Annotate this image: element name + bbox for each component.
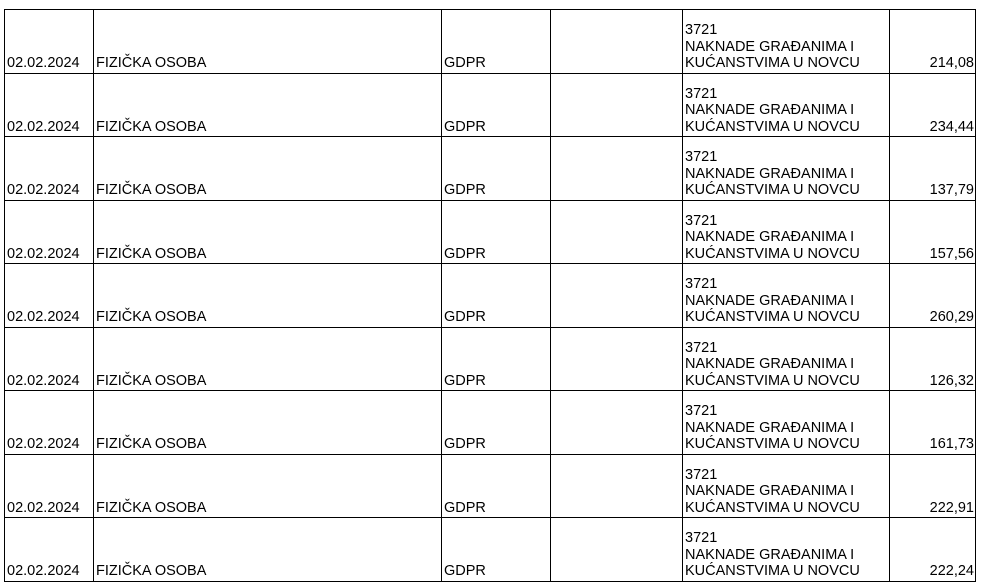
date-cell: 02.02.2024 — [5, 454, 94, 518]
location-cell: GDPR — [442, 391, 551, 455]
payee-cell: FIZIČKA OSOBA — [94, 137, 442, 201]
account-cell — [683, 264, 890, 328]
table-row — [5, 454, 976, 518]
extra-cell — [551, 391, 683, 455]
extra-cell — [551, 264, 683, 328]
account-cell — [683, 327, 890, 391]
account-cell — [683, 200, 890, 264]
account-line2: KUĆANSTVIMA U NOVCU — [685, 309, 860, 325]
location-cell: GDPR — [442, 200, 551, 264]
table-row — [5, 10, 976, 74]
account-code: 3721 — [685, 530, 718, 546]
table-row — [5, 200, 976, 264]
account-line2: KUĆANSTVIMA U NOVCU — [685, 118, 860, 135]
location-cell: GDPR — [442, 73, 551, 137]
account-code: 3721 — [685, 212, 718, 229]
table-row — [5, 264, 976, 328]
amount-cell: 126,32 — [890, 327, 976, 391]
table-row — [5, 518, 976, 582]
date-cell: 02.02.2024 — [5, 137, 94, 201]
payee-cell: FIZIČKA OSOBA — [94, 391, 442, 455]
account-cell — [683, 518, 890, 582]
account-line1: NAKNADE GRAĐANIMA I — [685, 38, 855, 55]
account-line1: NAKNADE GRAĐANIMA I — [685, 356, 855, 372]
amount-cell: 137,79 — [890, 137, 976, 201]
account-line1: NAKNADE GRAĐANIMA I — [685, 229, 855, 245]
extra-cell — [551, 327, 683, 391]
account-line1: NAKNADE GRAĐANIMA I — [685, 102, 855, 118]
account-cell — [683, 137, 890, 201]
location-cell: GDPR — [442, 137, 551, 201]
table-row — [5, 73, 976, 137]
extra-cell — [551, 73, 683, 137]
payee-cell: FIZIČKA OSOBA — [94, 327, 442, 391]
location-cell: GDPR — [442, 454, 551, 518]
date-cell: 02.02.2024 — [5, 73, 94, 137]
account-code: 3721 — [685, 466, 718, 483]
date-cell: 02.02.2024 — [5, 264, 94, 328]
account-line1: NAKNADE GRAĐANIMA I — [685, 483, 855, 499]
account-line2: KUĆANSTVIMA U NOVCU — [685, 372, 860, 389]
table-row — [5, 137, 976, 201]
table-row — [5, 327, 976, 391]
account-code: 3721 — [685, 339, 718, 356]
amount-cell: 161,73 — [890, 391, 976, 455]
account-cell — [683, 391, 890, 455]
amount-cell: 222,24 — [890, 518, 976, 582]
account-cell — [683, 10, 890, 74]
account-code: 3721 — [685, 149, 718, 165]
account-line2: KUĆANSTVIMA U NOVCU — [685, 182, 860, 198]
account-line1: NAKNADE GRAĐANIMA I — [685, 546, 855, 563]
date-cell: 02.02.2024 — [5, 10, 94, 74]
location-cell: GDPR — [442, 518, 551, 582]
extra-cell — [551, 200, 683, 264]
account-code: 3721 — [685, 22, 718, 38]
table-row — [5, 391, 976, 455]
payments-table-body — [5, 10, 976, 582]
account-line2: KUĆANSTVIMA U NOVCU — [685, 436, 860, 452]
payee-cell: FIZIČKA OSOBA — [94, 10, 442, 74]
location-cell: GDPR — [442, 327, 551, 391]
date-cell: 02.02.2024 — [5, 327, 94, 391]
extra-cell — [551, 454, 683, 518]
account-line2: KUĆANSTVIMA U NOVCU — [685, 563, 860, 579]
account-line2: KUĆANSTVIMA U NOVCU — [685, 245, 860, 262]
account-cell — [683, 73, 890, 137]
amount-cell: 222,91 — [890, 454, 976, 518]
payee-cell: FIZIČKA OSOBA — [94, 454, 442, 518]
date-cell: 02.02.2024 — [5, 518, 94, 582]
amount-cell: 157,56 — [890, 200, 976, 264]
account-line1: NAKNADE GRAĐANIMA I — [685, 292, 855, 309]
payee-cell: FIZIČKA OSOBA — [94, 518, 442, 582]
account-code: 3721 — [685, 85, 718, 102]
account-line1: NAKNADE GRAĐANIMA I — [685, 419, 855, 436]
extra-cell — [551, 137, 683, 201]
date-cell: 02.02.2024 — [5, 391, 94, 455]
payee-cell: FIZIČKA OSOBA — [94, 264, 442, 328]
amount-cell: 214,08 — [890, 10, 976, 74]
amount-cell: 260,29 — [890, 264, 976, 328]
payee-cell: FIZIČKA OSOBA — [94, 200, 442, 264]
account-code: 3721 — [685, 276, 718, 292]
location-cell: GDPR — [442, 264, 551, 328]
account-line2: KUĆANSTVIMA U NOVCU — [685, 499, 860, 516]
account-line1: NAKNADE GRAĐANIMA I — [685, 165, 855, 182]
account-line2: KUĆANSTVIMA U NOVCU — [685, 55, 860, 71]
location-cell: GDPR — [442, 10, 551, 74]
extra-cell — [551, 10, 683, 74]
date-cell: 02.02.2024 — [5, 200, 94, 264]
payee-cell: FIZIČKA OSOBA — [94, 73, 442, 137]
payments-table — [4, 9, 976, 582]
account-cell — [683, 454, 890, 518]
amount-cell: 234,44 — [890, 73, 976, 137]
extra-cell — [551, 518, 683, 582]
account-code: 3721 — [685, 403, 718, 419]
